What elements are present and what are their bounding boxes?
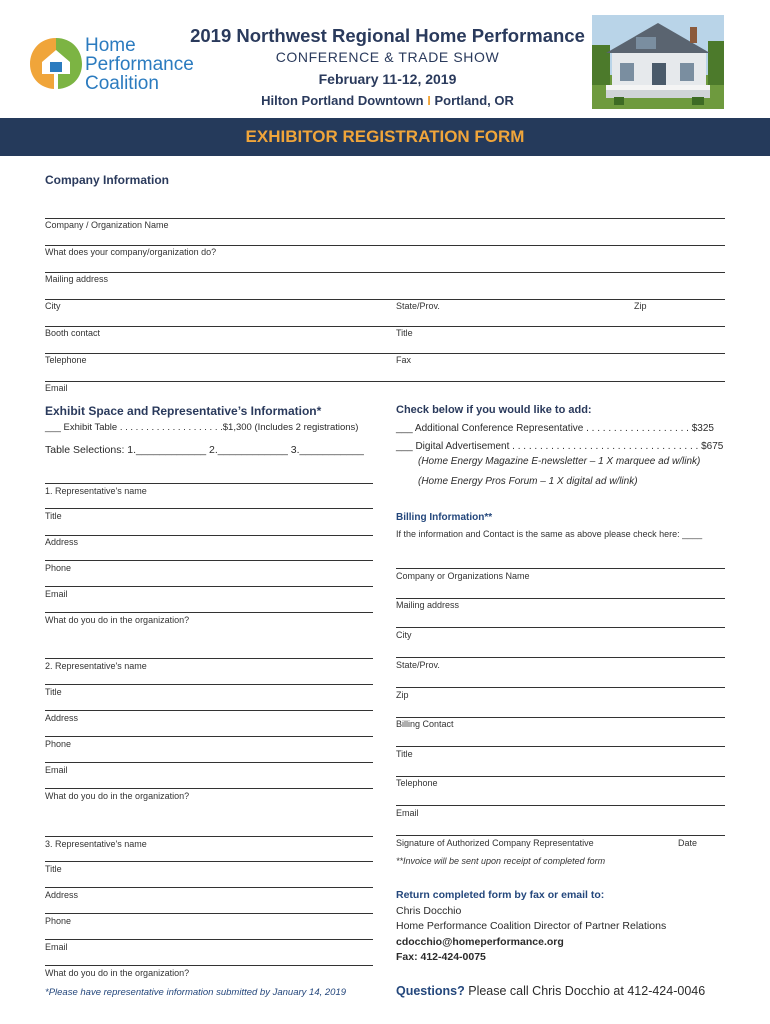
city-field[interactable]: City xyxy=(45,301,61,311)
form-title: EXHIBITOR REGISTRATION FORM xyxy=(245,127,525,146)
event-subtitle: CONFERENCE & TRADE SHOW xyxy=(275,49,500,65)
logo-text xyxy=(85,36,194,93)
form-banner xyxy=(0,118,770,156)
date-field[interactable]: Date xyxy=(678,838,698,848)
rep3-title-field[interactable]: Title xyxy=(45,864,62,874)
company-heading: Company Information xyxy=(45,173,170,187)
addon-digital-ad[interactable]: ___ Digital Advertisement . . . . . . . . . . . . . . . . . . . . . . . . . . . . . . . . . . $675 xyxy=(396,441,724,452)
billing-same-note[interactable]: If the information and Contact is the same as above please check here: ____ xyxy=(396,529,703,539)
addon-representative[interactable]: ___ Additional Conference Representative . . . . . . . . . . . . . . . . . . . $325 xyxy=(396,423,714,434)
deadline-note: *Please have representative information submitted by January 14, 2019 xyxy=(45,987,347,998)
addons-heading: Check below if you would like to add: xyxy=(396,404,592,416)
logo-line1: Home xyxy=(85,35,136,56)
billing-email-field[interactable]: Email xyxy=(396,808,419,818)
rep1-email-field[interactable]: Email xyxy=(45,589,68,599)
addon-ad-note2: (Home Energy Pros Forum – 1 X digital ad w/link) xyxy=(418,476,638,487)
rep3-name-field[interactable]: 3. Representative's name xyxy=(45,839,147,849)
billing-city-field[interactable]: City xyxy=(396,630,412,640)
rep3-phone-field[interactable]: Phone xyxy=(45,916,72,926)
venue-city: Portland, OR xyxy=(434,93,514,108)
rep1-phone-field[interactable]: Phone xyxy=(45,563,72,573)
fax-field[interactable]: Fax xyxy=(396,355,412,365)
exhibit-heading: Exhibit Space and Representative’s Information* xyxy=(45,404,322,418)
mailing-address-field[interactable]: Mailing address xyxy=(45,274,109,284)
what-do-field[interactable]: What does your company/organization do? xyxy=(45,247,217,257)
return-email-link[interactable]: cdocchio@homeperformance.org xyxy=(396,936,564,948)
org-name-field[interactable]: Company / Organization Name xyxy=(45,220,169,230)
rep2-email-field[interactable]: Email xyxy=(45,765,68,775)
telephone-field[interactable]: Telephone xyxy=(45,355,87,365)
rep1-name-field[interactable]: 1. Representative's name xyxy=(45,486,147,496)
billing-company-field[interactable]: Company or Organizations Name xyxy=(396,571,530,581)
company-email-field[interactable]: Email xyxy=(45,383,68,393)
rep3-address-field[interactable]: Address xyxy=(45,890,79,900)
return-fax: Fax: 412-424-0075 xyxy=(396,951,486,963)
header-titles xyxy=(190,25,585,108)
rep1-role-field[interactable]: What do you do in the organization? xyxy=(45,615,190,625)
booth-contact-field[interactable]: Booth contact xyxy=(45,328,101,338)
billing-state-field[interactable]: State/Prov. xyxy=(396,660,440,670)
signature-field[interactable]: Signature of Authorized Company Representative xyxy=(396,838,594,848)
billing-telephone-field[interactable]: Telephone xyxy=(396,778,438,788)
venue-name: Hilton Portland Downtown xyxy=(261,93,424,108)
event-title: 2019 Northwest Regional Home Performance xyxy=(190,25,585,46)
rep2-name-field[interactable]: 2. Representative's name xyxy=(45,661,147,671)
company-title-field[interactable]: Title xyxy=(396,328,413,338)
return-name: Chris Docchio xyxy=(396,905,462,917)
addon-ad-note1: (Home Energy Magazine E-newsletter – 1 X marquee ad w/link) xyxy=(418,456,701,467)
questions-line xyxy=(396,984,705,998)
rep3-role-field[interactable]: What do you do in the organization? xyxy=(45,968,190,978)
logo xyxy=(28,34,193,94)
billing-mailing-field[interactable]: Mailing address xyxy=(396,600,460,610)
table-selections[interactable]: Table Selections: 1.____________ 2.____________ 3.___________ xyxy=(45,444,364,456)
invoice-note: **Invoice will be sent upon receipt of completed form xyxy=(396,856,606,866)
state-field[interactable]: State/Prov. xyxy=(396,301,440,311)
billing-contact-field[interactable]: Billing Contact xyxy=(396,719,454,729)
rep2-role-field[interactable]: What do you do in the organization? xyxy=(45,791,190,801)
rep1-address-field[interactable]: Address xyxy=(45,537,79,547)
zip-field[interactable]: Zip xyxy=(634,301,647,311)
rep2-title-field[interactable]: Title xyxy=(45,687,62,697)
billing-zip-field[interactable]: Zip xyxy=(396,690,409,700)
event-venue xyxy=(190,93,585,108)
return-role: Home Performance Coalition Director of Partner Relations xyxy=(396,920,667,932)
exhibit-table-option[interactable]: ___ Exhibit Table . . . . . . . . . . . . . . . . . . . .$1,300 (Includes 2 registrations) xyxy=(45,422,359,433)
billing-heading: Billing Information** xyxy=(396,512,493,523)
return-heading: Return completed form by fax or email to: xyxy=(396,889,605,901)
questions-label: Questions? xyxy=(396,984,465,998)
rep2-address-field[interactable]: Address xyxy=(45,713,79,723)
billing-title-field[interactable]: Title xyxy=(396,749,413,759)
logo-line3: Coalition xyxy=(85,73,159,94)
logo-house-icon xyxy=(28,34,84,92)
house-photo xyxy=(592,15,724,109)
event-dates: February 11-12, 2019 xyxy=(318,71,457,87)
rep3-email-field[interactable]: Email xyxy=(45,942,68,952)
rep2-phone-field[interactable]: Phone xyxy=(45,739,72,749)
logo-line2: Performance xyxy=(85,54,194,75)
rep1-title-field[interactable]: Title xyxy=(45,511,62,521)
venue-separator: I xyxy=(427,93,431,108)
questions-text: Please call Chris Docchio at 412-424-0046 xyxy=(464,984,706,998)
